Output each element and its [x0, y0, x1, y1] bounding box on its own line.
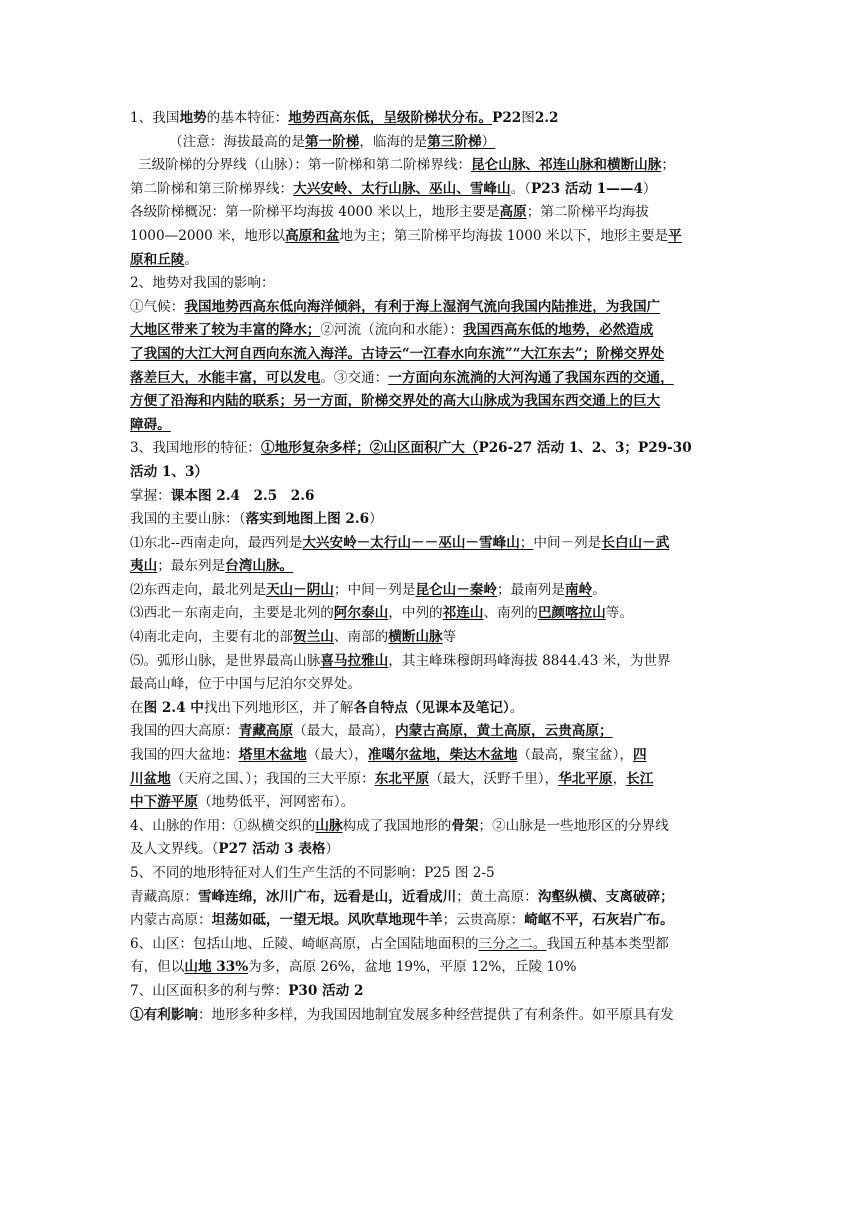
- text-run: ；②山脉是一些地形区的分界线: [478, 817, 669, 834]
- text-line: [130, 720, 732, 744]
- text-run: 掌握：: [130, 487, 171, 504]
- text-line: [130, 980, 732, 1004]
- text-line: [130, 296, 732, 320]
- emphasized-text: 昆仑山－秦岭: [415, 581, 498, 598]
- emphasized-text: 坦荡如砥，一望无垠。风吹草地现牛羊: [211, 912, 443, 929]
- text-run: （最大），: [306, 747, 368, 764]
- text-line: [130, 131, 732, 155]
- text-run: 2、地势对我国的影响：: [130, 275, 275, 292]
- emphasized-text: 青藏高原: [238, 723, 294, 740]
- text-line: [130, 555, 732, 579]
- emphasized-text: 落实到地图上图 2.6: [245, 511, 370, 528]
- text-line: [130, 673, 732, 697]
- text-line: [130, 909, 732, 933]
- text-run: ；中间－列是: [333, 581, 416, 598]
- text-run: 最高山峰，位于中国与尼泊尔交界处。: [130, 676, 362, 693]
- emphasized-text: 内蒙古高原，黄土高原，云贵高原；: [395, 723, 613, 740]
- text-line: [130, 650, 732, 674]
- emphasized-text: 大兴安岭、太行山脉、巫山、雪峰山: [293, 180, 511, 197]
- text-run: 有，但以: [130, 959, 185, 976]
- text-run: 青藏高原：: [130, 888, 198, 905]
- text-line: [130, 437, 732, 461]
- emphasized-text: 夷山: [130, 558, 158, 575]
- text-line: [130, 744, 732, 768]
- text-run: ①气候：: [130, 298, 185, 315]
- emphasized-text: 了我国的大江大河自西向东流入海洋。古诗云“一江春水向东流”“大江东去”；阶梯交界处: [130, 345, 665, 362]
- emphasized-text: 阿尔泰山: [333, 605, 389, 622]
- text-run: ；: [661, 157, 675, 174]
- text-run: ⑵东西走向，最北列是: [130, 581, 266, 598]
- emphasized-text: 横断山脉: [388, 629, 443, 646]
- text-run: （最大，最高），: [293, 723, 396, 740]
- text-line: [130, 178, 732, 202]
- emphasized-text: 沟壑纵横、支离破碎；: [537, 888, 674, 905]
- emphasized-text: 落差巨大，水能丰富，可以发电: [130, 369, 321, 386]
- text-run: 等。: [605, 605, 633, 622]
- text-run: （最高，聚宝盆），: [517, 747, 633, 764]
- text-run: （最大，沃野千里），: [429, 770, 559, 787]
- text-line: [130, 390, 732, 414]
- text-run: （地势低平，河网密布）。: [197, 794, 355, 811]
- text-line: [130, 343, 732, 367]
- emphasized-text: 第一阶梯: [304, 133, 360, 150]
- text-run: 的基本特征：: [206, 110, 289, 126]
- emphasized-text: 东北平原: [374, 770, 430, 787]
- text-run: ；最南列是: [497, 581, 565, 598]
- text-run: 。（: [510, 180, 532, 197]
- text-run: ）: [642, 180, 657, 197]
- text-run: 5、不同的地形特征对人们生产生活的不同影响：P25 图 2-5: [130, 865, 495, 881]
- emphasized-text: 2.2: [534, 110, 559, 126]
- emphasized-text: P26-27 活动 1、2、3；P29-30: [478, 440, 692, 457]
- text-run: ⑸。弧形山脉，是世界最高山脉: [130, 652, 321, 669]
- text-run: 。: [509, 699, 524, 716]
- emphasized-text: ；: [519, 534, 534, 551]
- text-line: [130, 602, 732, 626]
- text-line: [130, 956, 732, 980]
- emphasized-text: 三分之二。: [478, 935, 547, 952]
- emphasized-text: 华北平原: [558, 770, 613, 787]
- text-run: 及人文界线。（: [130, 841, 219, 858]
- emphasized-text: 长江: [626, 770, 654, 787]
- emphasized-text: 一方面向东流淌的大河沟通了我国东西的交通，: [388, 369, 674, 386]
- text-line: [130, 414, 732, 438]
- text-run: ）: [369, 511, 383, 528]
- emphasized-text: P30 活动 2: [288, 982, 364, 999]
- text-run: 我国的主要山脉：（: [130, 511, 246, 528]
- emphasized-text: 祁连山: [442, 605, 484, 622]
- text-run: 图: [521, 110, 535, 126]
- emphasized-text: 障碍。: [130, 416, 171, 433]
- text-run: 构成了我国地形的: [342, 817, 452, 834]
- text-run: ；最东列是: [157, 558, 226, 575]
- text-run: 内蒙古高原：: [130, 912, 212, 929]
- emphasized-text: 中下游平原: [130, 794, 198, 811]
- text-run: 我国五种基本类型都: [546, 935, 669, 952]
- text-line: [130, 815, 732, 839]
- emphasized-text: 原和丘陵: [130, 251, 185, 268]
- text-run: 1、我国: [130, 110, 180, 126]
- text-run: ；云贵高原：: [442, 912, 525, 929]
- text-run: 、南列的: [483, 605, 538, 622]
- text-run: 在: [130, 699, 144, 716]
- text-run: ⑴东北--西南走向，最西列是: [130, 534, 303, 551]
- text-run: ；第二阶梯平均海拔: [526, 204, 650, 221]
- text-run: 。: [184, 251, 198, 268]
- emphasized-text: 川盆地: [130, 770, 171, 787]
- text-run: ，临海的是: [359, 133, 428, 150]
- text-run: 各级阶梯概况：第一阶梯平均海拔 4000 米以上，地形主要是: [130, 204, 500, 221]
- text-line: [130, 249, 732, 273]
- emphasized-text: 天山－阴山: [265, 581, 334, 598]
- text-line: [130, 886, 732, 910]
- emphasized-text: 活动 1、3）: [130, 463, 209, 480]
- text-run: ⑷南北走向，主要有北的部: [130, 629, 294, 646]
- text-line: [130, 508, 732, 532]
- text-run: ；黄土高原：: [456, 888, 538, 905]
- text-line: [130, 933, 732, 957]
- emphasized-text: 山地 33%: [184, 959, 249, 976]
- text-line: [130, 838, 732, 862]
- text-run: 、南部的: [333, 629, 389, 646]
- text-run: 等: [442, 629, 457, 646]
- text-run: （天府之国、）；我国的三大平原：: [170, 770, 375, 787]
- text-run: 三级阶梯的分界线（山脉）：第一阶梯和第二阶梯界线：: [138, 157, 472, 174]
- emphasized-text: ①有利影响: [130, 1006, 198, 1023]
- text-run: ）: [325, 841, 340, 858]
- emphasized-text: 塔里木盆地: [238, 747, 307, 764]
- text-run: ，其主峰珠穆朗玛峰海拔 8844.43 米，为世界: [388, 652, 671, 669]
- emphasized-text: 地势西高东低，呈级阶梯状分布。: [288, 110, 493, 126]
- text-line: [130, 532, 732, 556]
- emphasized-text: 四: [632, 747, 647, 764]
- emphasized-text: 大兴安岭－太行山－－巫山－雪峰山: [302, 534, 520, 551]
- text-run: 。③交通：: [320, 369, 389, 386]
- text-run: 1000—2000 米，地形以: [130, 227, 286, 244]
- text-run: 6、山区：包括山地、丘陵、崎岖高原，占全国陆地面积的: [130, 935, 479, 952]
- text-run: 找出下列地形区，并了解: [203, 699, 354, 716]
- emphasized-text: 我国西高东低的地势，必然造成: [463, 322, 654, 339]
- text-run: 我国的四大高原：: [130, 723, 239, 740]
- text-run: ⑶西北－东南走向，主要是北列的: [130, 605, 334, 622]
- text-run: 中间－列是: [533, 534, 602, 551]
- emphasized-text: 骨架: [451, 817, 479, 834]
- emphasized-text: 课本图 2.4 2.5 2.6: [170, 487, 315, 504]
- text-line: [130, 367, 732, 391]
- emphasized-text: 高原和盆: [285, 227, 340, 244]
- emphasized-text: ①地形复杂多样；②山区面积广大（: [261, 440, 479, 457]
- text-line: [130, 201, 732, 225]
- emphasized-text: 第三阶梯: [427, 133, 482, 150]
- text-line: [130, 107, 732, 131]
- text-line: [130, 319, 732, 343]
- emphasized-text: 我国地势西高东低向海洋倾斜，有利于海上湿润气流向我国内陆推进，为我国广: [184, 298, 661, 315]
- text-run: 为多，高原 26%，盆地 19%，平原 12%，丘陵 10%: [248, 959, 577, 976]
- text-line: [130, 1004, 732, 1028]
- text-run: ，: [612, 770, 627, 787]
- emphasized-text: 平: [668, 227, 682, 244]
- emphasized-text: 雪峰连绵，冰川广布，远看是山，近看成川: [197, 888, 457, 905]
- text-line: [130, 154, 732, 178]
- text-run: 4、山脉的作用：①纵横交织的: [130, 817, 316, 834]
- emphasized-text: 台湾山脉。: [225, 558, 294, 575]
- emphasized-text: 高原: [499, 204, 527, 221]
- text-line: [130, 791, 732, 815]
- text-run: ：地形多种多样，为我国因地制宜发展多种经营提供了有利条件。如平原具有发: [197, 1006, 674, 1023]
- text-line: [130, 272, 732, 296]
- emphasized-text: P27 活动 3 表格: [218, 841, 326, 858]
- text-run: 我国的四大盆地：: [130, 747, 239, 764]
- text-run: 3、我国地形的特征：: [130, 440, 261, 457]
- text-line: [130, 626, 732, 650]
- text-run: ，中列的: [388, 605, 443, 622]
- emphasized-text: 昆仑山脉、祁连山脉和横断山脉: [471, 157, 662, 174]
- text-run: （注意：海拔最高的是: [169, 133, 305, 150]
- emphasized-text: 崎岖不平，石灰岩广布。: [524, 912, 674, 929]
- emphasized-text: P23 活动 1——4: [531, 180, 643, 197]
- emphasized-text: 各自特点（见课本及笔记）: [353, 699, 510, 716]
- text-line: [130, 485, 732, 509]
- emphasized-text: 山脉: [315, 817, 343, 834]
- text-line: [130, 461, 732, 485]
- text-run: 地为主；第三阶梯平均海拔 1000 米以下，地形主要是: [339, 227, 669, 244]
- emphasized-text: 南岭: [565, 581, 593, 598]
- text-run: 。: [592, 581, 606, 598]
- text-line: [130, 697, 732, 721]
- emphasized-text: ）: [481, 133, 496, 150]
- emphasized-text: 方便了沿海和内陆的联系；另一方面，阶梯交界处的高大山脉成为我国东西交通上的巨大: [130, 393, 661, 410]
- text-line: [130, 579, 732, 603]
- emphasized-text: 喜马拉雅山: [320, 652, 389, 669]
- emphasized-text: 图 2.4 中: [143, 699, 204, 716]
- text-run: 7、山区面积多的利与弊：: [130, 982, 289, 999]
- text-run: 第二阶梯和第三阶梯界线：: [130, 180, 294, 197]
- emphasized-text: 地势: [179, 110, 207, 126]
- emphasized-text: 大地区带来了较为丰富的降水；: [130, 322, 321, 339]
- emphasized-text: 贺兰山: [293, 629, 334, 646]
- text-line: [130, 768, 732, 792]
- emphasized-text: 长白山－武: [601, 534, 670, 551]
- text-line: [130, 225, 732, 249]
- emphasized-text: 准噶尔盆地，柴达木盆地: [367, 747, 518, 764]
- emphasized-text: P22: [492, 110, 522, 126]
- document-body: [130, 107, 732, 1027]
- emphasized-text: 巴颜喀拉山: [537, 605, 606, 622]
- text-line: [130, 862, 732, 886]
- text-run: ②河流（流向和水能）：: [320, 322, 464, 339]
